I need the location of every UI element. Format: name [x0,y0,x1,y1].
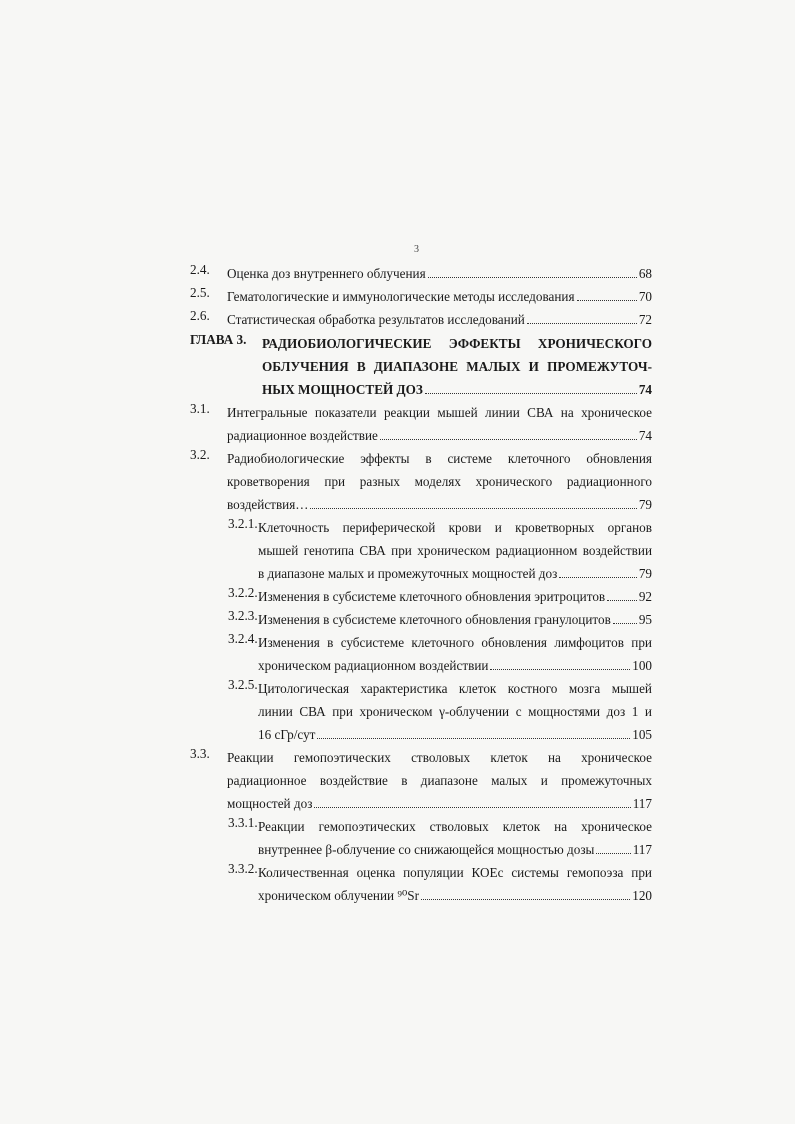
toc-entry-3-1 [190,401,652,447]
section-number: 3.1. [190,401,210,416]
page-ref: 95 [638,612,652,627]
page-ref: 74 [638,428,652,443]
toc-entry-3-2-5 [190,677,652,746]
toc-entry-3-2-4 [190,631,652,677]
page-ref: 79 [638,497,652,512]
toc-entry-3-2-2 [190,585,652,608]
page-ref: 92 [638,589,652,604]
section-title: Оценка доз внутреннего облучения [227,266,426,281]
chapter-number: ГЛАВА 3. [190,332,247,347]
page-ref: 100 [632,658,652,673]
section-title: Количественная оценка популяции КОЕс системы гемопоэза при [258,865,652,880]
section-title: Изменения в субсистеме клеточного обновления эритроцитов [258,589,606,604]
section-title: Статистическая обработка результатов исследований [227,312,525,327]
section-title: Радиобиологические эффекты в системе клеточного обновления [227,451,652,466]
section-title: кроветворения при разных моделях хронического радиационного [227,474,652,489]
section-title: Цитологическая характеристика клеток костного мозга мышей [258,681,652,696]
page-ref: 68 [638,266,652,281]
toc-entry-3-3-1 [190,815,652,861]
section-title: воздействия… [227,497,309,512]
table-of-contents [190,262,652,907]
section-title: Интегральные показатели реакции мышей линии СВА на хроническое [227,405,652,420]
toc-entry-2-4 [190,262,652,285]
toc-entry-3-2 [190,447,652,516]
section-number: 3.2.4. [228,631,258,646]
section-number: 2.6. [190,308,210,323]
page-number: 3 [414,244,419,255]
toc-entry-2-5 [190,285,652,308]
section-title: Реакции гемопоэтических стволовых клеток на хроническое [258,819,652,834]
section-title: мышей генотипа СВА при хроническом радиационном воздействии [258,543,652,558]
section-title: Клеточность периферической крови и кроветворных органов [258,520,652,535]
section-title: Изменения в субсистеме клеточного обновления гранулоцитов [258,612,611,627]
section-title: мощностей доз [227,796,313,811]
toc-entry-3-2-1 [190,516,652,585]
section-number: 2.5. [190,285,210,300]
toc-entry-chapter-3 [190,332,652,401]
chapter-title-line: РАДИОБИОЛОГИЧЕСКИЕ ЭФФЕКТЫ ХРОНИЧЕСКОГО [262,336,652,351]
toc-entry-3-2-3 [190,608,652,631]
page-ref: 117 [632,842,652,857]
section-number: 3.3. [190,746,210,761]
section-title: в диапазоне малых и промежуточных мощностей доз [258,566,558,581]
chapter-title-line: НЫХ МОЩНОСТЕЙ ДОЗ [262,382,423,397]
section-title: хроническом радиационном воздействии [258,658,489,673]
section-title: внутреннее β-облучение со снижающейся мощностью дозы [258,842,595,857]
section-number: 3.2.2. [228,585,258,600]
toc-entry-3-3-2 [190,861,652,907]
page-ref: 79 [638,566,652,581]
section-title: 16 сГр/сут [258,727,316,742]
section-number: 3.2.5. [228,677,258,692]
chapter-title-line: ОБЛУЧЕНИЯ В ДИАПАЗОНЕ МАЛЫХ И ПРОМЕЖУТОЧ- [262,359,652,374]
toc-entry-2-6 [190,308,652,331]
page-ref: 70 [638,289,652,304]
section-title: Изменения в субсистеме клеточного обновления лимфоцитов при [258,635,652,650]
section-title: Реакции гемопоэтических стволовых клеток на хроническое [227,750,652,765]
section-number: 3.2.1. [228,516,258,531]
page-ref: 105 [632,727,652,742]
section-number: 2.4. [190,262,210,277]
section-title: хроническом облучении ⁹⁰Sr [258,888,419,903]
section-number: 3.3.2. [228,861,258,876]
page-ref: 74 [638,382,652,397]
toc-entry-3-3 [190,746,652,815]
section-title: радиационное воздействие [227,428,378,443]
page-ref: 72 [638,312,652,327]
section-title: линии СВА при хроническом γ-облучении с мощностями доз 1 и [258,704,652,719]
page-ref: 117 [632,796,652,811]
section-title: радиационное воздействие в диапазоне малых и промежуточных [227,773,652,788]
section-title: Гематологические и иммунологические методы исследования [227,289,575,304]
section-number: 3.3.1. [228,815,258,830]
section-number: 3.2. [190,447,210,462]
section-number: 3.2.3. [228,608,258,623]
page-ref: 120 [632,888,652,903]
